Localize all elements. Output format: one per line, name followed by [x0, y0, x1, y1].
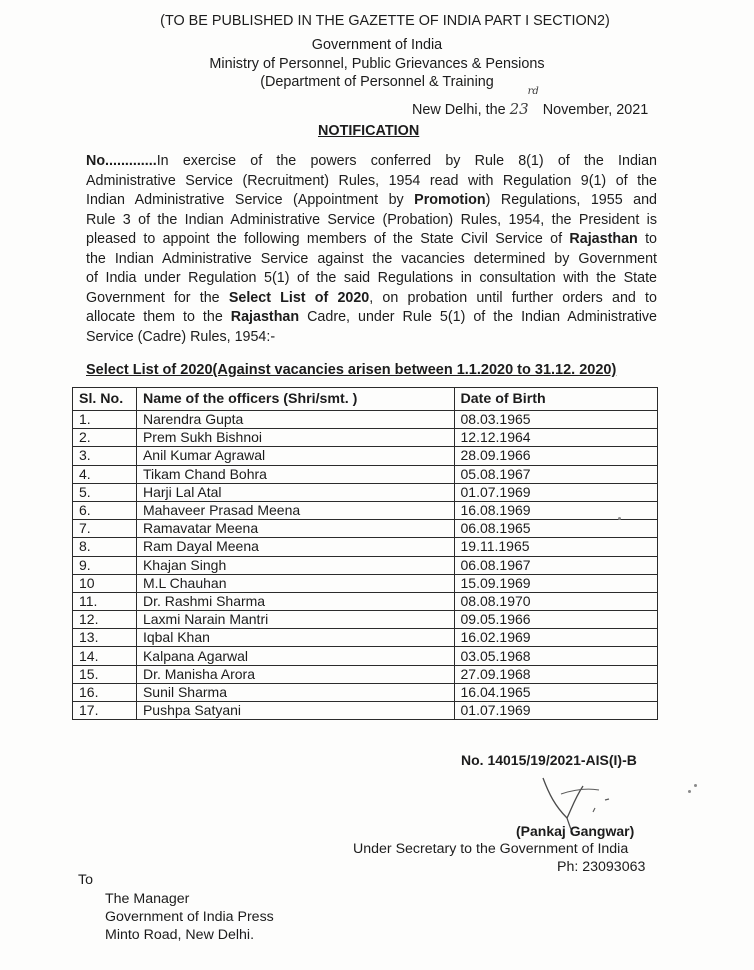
date-of-birth-cell: 16.08.1969: [454, 501, 658, 519]
date-of-birth-cell: 08.03.1965: [454, 411, 658, 429]
ministry-name: Ministry of Personnel, Public Grievances & Pensions: [209, 56, 545, 72]
officer-name-cell: Iqbal Khan: [136, 629, 454, 647]
officer-name-cell: Pushpa Satyani: [136, 702, 454, 720]
body-line: [86, 172, 657, 192]
date-of-birth-cell: 12.12.1964: [454, 429, 658, 447]
body-bold-run: Select List of 2020: [228, 289, 370, 306]
table-row: [73, 683, 658, 701]
body-line: [86, 230, 657, 250]
table-row: [73, 447, 658, 465]
handwritten-day: 23 rd: [509, 86, 539, 118]
notification-body: [86, 152, 657, 347]
column-header-name: Name of the officers (Shri/smt. ): [136, 388, 454, 411]
table-row: [73, 538, 658, 556]
date-of-birth-cell: 06.08.1965: [454, 520, 658, 538]
officer-name-cell: Dr. Manisha Arora: [136, 665, 454, 683]
date-of-birth-cell: 01.07.1969: [454, 483, 658, 501]
table-header-row: [73, 388, 658, 411]
date-of-birth-cell: 03.05.1968: [454, 647, 658, 665]
recipient-line-2: Government of India Press: [105, 909, 274, 925]
serial-number-cell: 2.: [73, 429, 137, 447]
officer-name-cell: Harji Lal Atal: [136, 483, 454, 501]
date-of-birth-cell: 28.09.1966: [454, 447, 658, 465]
file-number: No. 14015/19/2021-AIS(I)-B: [461, 752, 637, 768]
body-text-run: pleased to appoint the following members of the State Civil Service of: [86, 231, 570, 247]
serial-number-cell: 1.: [73, 411, 137, 429]
scan-speck: [618, 517, 621, 520]
officer-name-cell: Ramavatar Meena: [136, 520, 454, 538]
body-text-run: Service (Cadre) Rules, 1954:-: [86, 328, 276, 345]
table-row: [73, 501, 658, 519]
signatory-phone: Ph: 23093063: [557, 859, 646, 875]
column-header-serial: Sl. No.: [73, 388, 137, 411]
government-name: Government of India: [311, 37, 443, 53]
table-row: [73, 465, 658, 483]
department-name: (Department of Personnel & Training: [260, 74, 494, 90]
date-of-birth-cell: 08.08.1970: [454, 592, 658, 610]
officer-name-cell: Dr. Rashmi Sharma: [136, 592, 454, 610]
handwritten-day-suffix: rd: [527, 86, 539, 97]
body-line: [86, 308, 657, 328]
table-row: [73, 702, 658, 720]
table-row: [73, 592, 658, 610]
body-text-run: to: [637, 231, 657, 247]
dateline-month-year: November, 2021: [542, 102, 649, 118]
scan-speck: [688, 790, 691, 793]
serial-number-cell: 6.: [73, 501, 137, 519]
to-label: To: [78, 872, 93, 888]
date-of-birth-cell: 05.08.1967: [454, 465, 658, 483]
date-of-birth-cell: 16.04.1965: [454, 683, 658, 701]
dateline-place: New Delhi, the: [412, 102, 506, 118]
officer-name-cell: Laxmi Narain Mantri: [136, 611, 454, 629]
body-text-run: Rule 3 of the Indian Administrative Service (Probation) Rules, 1954, the President is: [86, 211, 657, 228]
officer-name-cell: Mahaveer Prasad Meena: [136, 501, 454, 519]
body-bold-run: Rajasthan: [230, 309, 300, 325]
serial-number-cell: 14.: [73, 647, 137, 665]
date-of-birth-cell: 01.07.1969: [454, 702, 658, 720]
date-of-birth-cell: 27.09.1968: [454, 665, 658, 683]
body-bold-run: No.............: [86, 153, 157, 169]
body-text-run: Indian Administrative Service (Appointment by: [86, 192, 415, 208]
serial-number-cell: 3.: [73, 447, 137, 465]
officer-name-cell: M.L Chauhan: [136, 574, 454, 592]
body-text-run: Administrative Service (Recruitment) Rules, 1954 read with Regulation 9(1) of the: [86, 172, 657, 189]
column-header-dob: Date of Birth: [454, 388, 658, 411]
body-text-run: In exercise of the powers conferred by Rule 8(1) of the Indian: [156, 153, 657, 169]
body-text-run: , on probation until further orders and to: [369, 289, 657, 306]
body-text-run: Cadre, under Rule 5(1) of the Indian Administrative: [299, 309, 658, 325]
table-row: [73, 611, 658, 629]
table-row: [73, 629, 658, 647]
table-row: [73, 556, 658, 574]
body-line: [86, 191, 657, 211]
date-of-birth-cell: 15.09.1969: [454, 574, 658, 592]
serial-number-cell: 8.: [73, 538, 137, 556]
serial-number-cell: 17.: [73, 702, 137, 720]
serial-number-cell: 10: [73, 574, 137, 592]
notification-title: NOTIFICATION: [318, 123, 420, 139]
officer-name-cell: Ram Dayal Meena: [136, 538, 454, 556]
table-row: [73, 647, 658, 665]
body-line: [86, 269, 657, 289]
table-row: [73, 665, 658, 683]
body-text-run: ) Regulations, 1955 and: [485, 192, 657, 208]
body-line: [86, 289, 657, 309]
table-row: [73, 429, 658, 447]
scan-speck: [694, 784, 697, 787]
officers-table: [72, 387, 658, 720]
gazette-publication-line: (TO BE PUBLISHED IN THE GAZETTE OF INDIA PART I SECTION2): [160, 13, 610, 29]
table-row: [73, 411, 658, 429]
body-bold-run: Promotion: [414, 192, 486, 208]
serial-number-cell: 5.: [73, 483, 137, 501]
officer-name-cell: Sunil Sharma: [136, 683, 454, 701]
serial-number-cell: 4.: [73, 465, 137, 483]
body-line: [86, 211, 657, 231]
recipient-line-3: Minto Road, New Delhi.: [105, 927, 255, 943]
officer-name-cell: Khajan Singh: [136, 556, 454, 574]
signatory-designation: Under Secretary to the Government of India: [353, 841, 629, 857]
serial-number-cell: 7.: [73, 520, 137, 538]
body-text-run: allocate them to the: [86, 309, 231, 325]
recipient-line-1: The Manager: [105, 891, 190, 907]
date-of-birth-cell: 09.05.1966: [454, 611, 658, 629]
serial-number-cell: 11.: [73, 592, 137, 610]
date-of-birth-cell: 19.11.1965: [454, 538, 658, 556]
officer-name-cell: Anil Kumar Agrawal: [136, 447, 454, 465]
officer-name-cell: Kalpana Agarwal: [136, 647, 454, 665]
signatory-name: (Pankaj Gangwar): [516, 823, 635, 839]
body-text-run: Government for the: [86, 289, 229, 306]
body-line: [86, 152, 657, 172]
body-line: [86, 328, 657, 348]
body-text-run: of India under Regulation 5(1) of the said Regulations in consultation with the State: [86, 270, 657, 286]
table-row: [73, 520, 658, 538]
officer-name-cell: Prem Sukh Bishnoi: [136, 429, 454, 447]
body-text-run: the Indian Administrative Service against the vacancies determined by Government: [86, 250, 657, 267]
serial-number-cell: 13.: [73, 629, 137, 647]
date-of-birth-cell: 16.02.1969: [454, 629, 658, 647]
table-row: [73, 574, 658, 592]
serial-number-cell: 12.: [73, 611, 137, 629]
serial-number-cell: 16.: [73, 683, 137, 701]
body-line: [86, 250, 657, 270]
officer-name-cell: Narendra Gupta: [136, 411, 454, 429]
table-row: [73, 483, 658, 501]
body-bold-run: Rajasthan: [569, 231, 638, 247]
date-of-birth-cell: 06.08.1967: [454, 556, 658, 574]
officer-name-cell: Tikam Chand Bohra: [136, 465, 454, 483]
select-list-heading: Select List of 2020(Against vacancies arisen between 1.1.2020 to 31.12. 2020): [86, 362, 617, 378]
dateline: [412, 86, 649, 118]
serial-number-cell: 9.: [73, 556, 137, 574]
serial-number-cell: 15.: [73, 665, 137, 683]
